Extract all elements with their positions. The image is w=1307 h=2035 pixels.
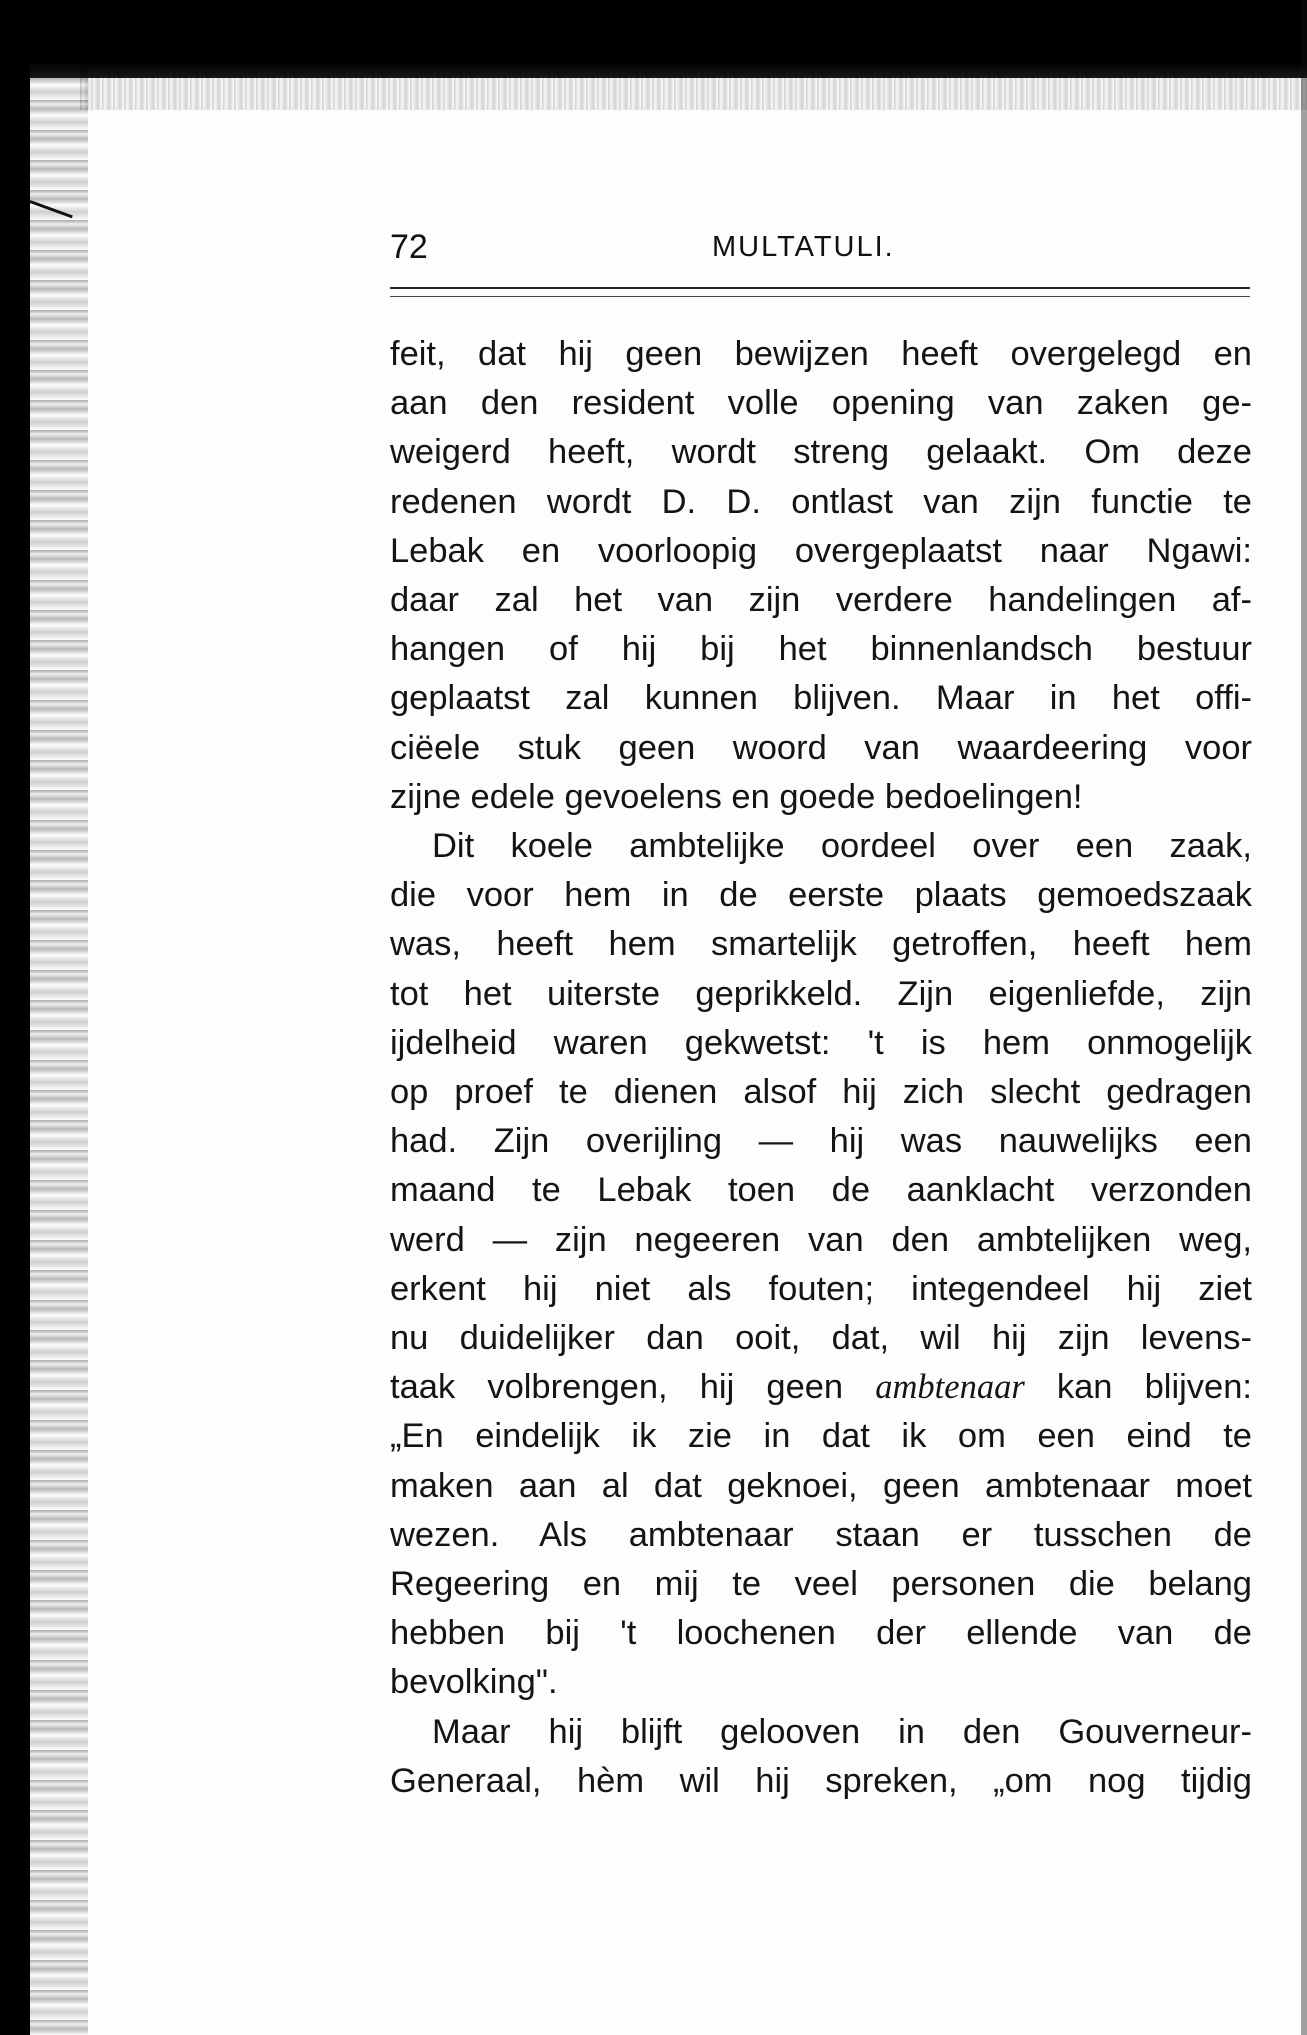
paragraph-2	[390, 822, 1252, 1708]
text-line: erkent hij niet als fouten; integendeel hij ziet	[390, 1269, 1252, 1308]
text-line: geplaatst zal kunnen blijven. Maar in het offi-	[390, 679, 1252, 718]
text-line: tot het uiterste geprikkeld. Zijn eigenliefde, zijn	[390, 974, 1252, 1013]
text-line: redenen wordt D. D. ontlast van zijn functie te	[390, 482, 1252, 521]
text-line: Lebak en voorloopig overgeplaatst naar Ngawi:	[390, 531, 1252, 570]
scan-noise-left	[28, 70, 88, 2035]
text-line: bevolking".	[390, 1663, 558, 1702]
text-line: ijdelheid waren gekwetst: 't is hem onmogelijk	[390, 1023, 1252, 1062]
text-line: maken aan al dat geknoei, geen ambtenaar moet	[390, 1466, 1252, 1505]
text-line: werd — zijn negeeren van den ambtelijken weg,	[390, 1220, 1252, 1259]
text-line: was, heeft hem smartelijk getroffen, heeft hem	[390, 925, 1252, 964]
text-line: Regeering en mij te veel personen die belang	[390, 1565, 1252, 1604]
text-line: had. Zijn overijling — hij was nauwelijks een	[390, 1122, 1252, 1161]
text-line: hebben bij 't loochenen der ellende van de	[390, 1614, 1252, 1653]
text-line: daar zal het van zijn verdere handelingen af-	[390, 581, 1252, 620]
text-line: „En eindelijk ik zie in dat ik om een eind te	[390, 1417, 1252, 1456]
text-line: weigerd heeft, wordt streng gelaakt. Om deze	[390, 433, 1252, 472]
body-text	[390, 330, 1252, 1806]
text-line: zijne edele gevoelens en goede bedoelingen!	[390, 777, 1083, 816]
paragraph-3	[390, 1708, 1252, 1806]
text-line: wezen. Als ambtenaar staan er tusschen de	[390, 1515, 1252, 1554]
text-fragment: taak volbrengen, hij geen	[390, 1368, 876, 1407]
header-rule-thin	[390, 296, 1250, 297]
text-line: Generaal, hèm wil hij spreken, „om nog tijdig	[390, 1761, 1252, 1800]
scan-shadow-left	[0, 0, 30, 2035]
text-line: Maar hij blijft gelooven in den Gouverneur-	[432, 1712, 1252, 1751]
italic-word: ambtenaar	[875, 1368, 1025, 1407]
text-line: hangen of hij bij het binnenlandsch bestuur	[390, 630, 1252, 669]
header-rule	[390, 287, 1250, 289]
text-line: die voor hem in de eerste plaats gemoedszaak	[390, 876, 1252, 915]
scan-shadow-top	[0, 0, 1307, 78]
scan-noise-top	[80, 70, 1307, 110]
text-line: Dit koele ambtelijke oordeel over een zaak,	[432, 827, 1252, 866]
scan-shadow-right	[1301, 0, 1307, 2035]
paragraph-1	[390, 330, 1252, 822]
text-line: nu duidelijker dan ooit, dat, wil hij zijn levens-	[390, 1319, 1252, 1358]
text-line: ciëele stuk geen woord van waardeering voor	[390, 728, 1252, 767]
text-line-italic	[390, 1363, 1252, 1412]
text-line: maand te Lebak toen de aanklacht verzonden	[390, 1171, 1252, 1210]
running-head: MULTATULI.	[712, 231, 895, 263]
text-line: feit, dat hij geen bewijzen heeft overgelegd en	[390, 335, 1252, 373]
text-fragment: kan blijven:	[1024, 1368, 1252, 1407]
page-number: 72	[390, 228, 428, 266]
text-line: op proef te dienen alsof hij zich slecht gedragen	[390, 1073, 1252, 1112]
text-line: aan den resident volle opening van zaken ge-	[390, 384, 1252, 423]
page-header	[390, 228, 1250, 278]
